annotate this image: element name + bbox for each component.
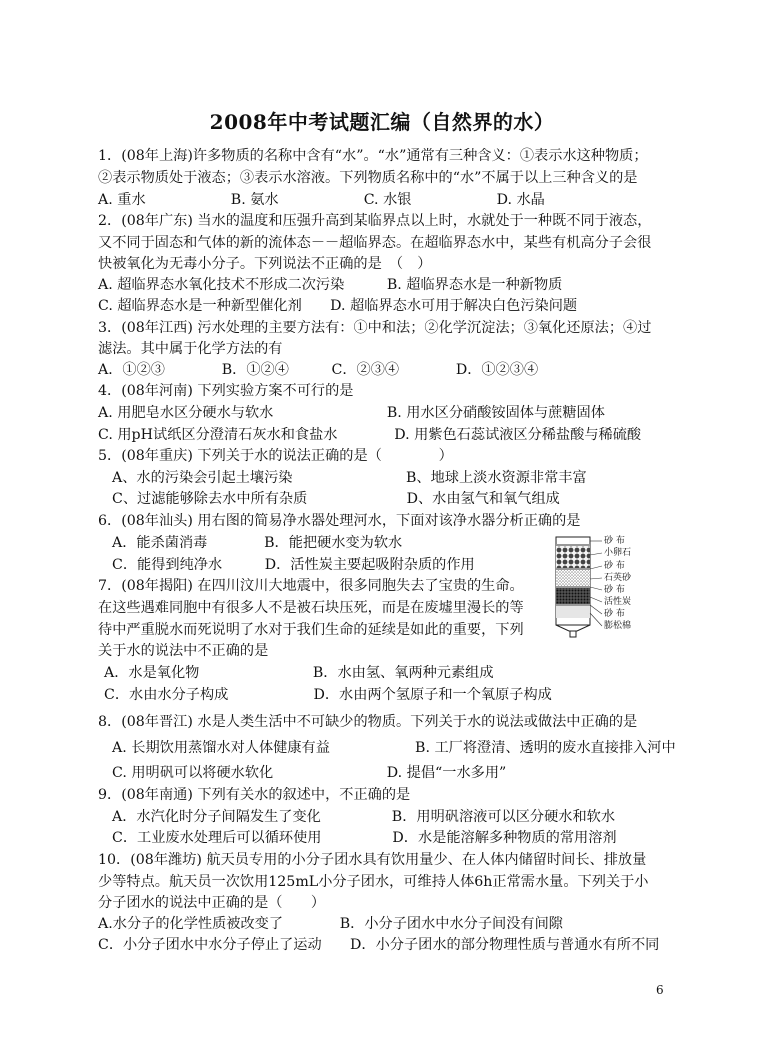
- text-line: 2．(08年广东) 当水的温度和压强升高到某临界点以上时，水就处于一种既不同于液态，: [98, 213, 652, 229]
- text-line: 在这些遇难同胞中有很多人不是被石块压死，而是在废墟里漫长的等: [98, 600, 524, 616]
- text-line: A．水汽化时分子间隔发生了变化 B．用明矾溶液可以区分硬水和软水: [112, 809, 616, 825]
- text-line: 快被氧化为无毒小分子。下列说法不正确的是 （ ）: [98, 256, 432, 272]
- text-line: 7．(08年揭阳) 在四川汶川大地震中，很多同胞失去了宝贵的生命。: [98, 578, 524, 594]
- text-line: 分子团水的说法中正确的是（ ）: [98, 895, 326, 911]
- text-line: 滤法。其中属于化学方法的有: [98, 341, 283, 357]
- text-line: 少等特点。航天员一次饮用125mL小分子团水，可维持人体6h正常需水量。下列关于小: [98, 874, 649, 890]
- filter-label-gauze: 砂 布: [604, 536, 625, 546]
- text-line: A．水是氧化物 B．水由氢、氧两种元素组成: [104, 665, 494, 681]
- filter-label-gauze: 砂 布: [604, 561, 625, 571]
- text-line: ②表示物质处于液态；③表示水溶液。下列物质名称中的“水”不属于以上三种含义的是: [98, 170, 638, 186]
- text-line: 8．(08年晋江) 水是人类生活中不可缺少的物质。下列关于水的说法或做法中正确的是: [98, 714, 638, 730]
- text-line: 4．(08年河南) 下列实验方案不可行的是: [98, 383, 354, 399]
- text-line: 关于水的说法中不正确的是: [98, 643, 269, 659]
- text-line: A. 长期饮用蒸馏水对人体健康有益 B. 工厂将澄清、透明的废水直接排入河中: [112, 740, 676, 756]
- text-line: A、水的污染会引起土壤污染 B、地球上淡水资源非常丰富: [112, 470, 587, 486]
- filter-label-pebbles: 小卵石: [604, 548, 632, 558]
- text-line: A. 超临界态水氧化技术不形成二次污染 B. 超临界态水是一种新物质: [98, 277, 563, 293]
- text-line: 1．(08年上海)许多物质的名称中含有“水”。“水”通常有三种含义：①表示水这种物质；: [98, 148, 648, 164]
- text-line: C．工业废水处理后可以循环使用 D．水是能溶解多种物质的常用溶剂: [112, 830, 617, 846]
- text-line: C. 用pH试纸区分澄清石灰水和食盐水 D. 用紫色石蕊试液区分稀盐酸与稀硫酸: [98, 427, 642, 443]
- text-line: A．①②③ B．①②④ C．②③④ D．①②③④: [98, 362, 539, 378]
- filter-label-quartz-sand: 石英砂: [604, 573, 632, 583]
- text-line: C．小分子团水中水分子停止了运动 D．小分子团水的部分物理性质与普通水有所不同: [98, 937, 660, 953]
- filter-label-gauze: 砂 布: [604, 585, 625, 595]
- filter-label-activated-carbon: 活性炭: [604, 597, 632, 607]
- text-line: C．能得到纯净水 D．活性炭主要起吸附杂质的作用: [112, 557, 475, 573]
- filter-label-cotton: 膨松棉: [604, 621, 632, 631]
- text-line: 10．(08年潍坊) 航天员专用的小分子团水具有饮用量少、在人体内储留时间长、排放量: [98, 852, 647, 868]
- text-line: 6．(08年汕头) 用右图的简易净水器处理河水，下面对该净水器分析正确的是: [98, 513, 581, 529]
- text-line: C. 用明矾可以将硬水软化 D. 提倡“一水多用”: [112, 765, 507, 781]
- text-line: A. 用肥皂水区分硬水与软水 B. 用水区分硝酸铵固体与蔗糖固体: [98, 405, 605, 421]
- text-line: 待中严重脱水而死说明了水对于我们生命的延续是如此的重要，下列: [98, 622, 524, 638]
- text-line: C．水由水分子构成 D．水由两个氢原子和一个氧原子构成: [104, 687, 552, 703]
- text-line: 又不同于固态和气体的新的流体态－－超临界态。在超临界态水中，某些有机高分子会很: [98, 235, 652, 251]
- text-line: A.水分子的化学性质被改变了 B．小分子团水中水分子间没有间隙: [98, 916, 563, 932]
- page-number: 6: [656, 983, 664, 997]
- text-line: 3．(08年江西) 污水处理的主要方法有：①中和法；②化学沉淀法；③氧化还原法；④过: [98, 320, 652, 336]
- text-line: C. 超临界态水是一种新型催化剂 D. 超临界态水可用于解决白色污染问题: [98, 298, 578, 314]
- page-title: 2008年中考试题汇编（自然界的水）: [209, 110, 555, 134]
- water-filter-diagram: [550, 535, 662, 645]
- text-line: 5．(08年重庆) 下列关于水的说法正确的是（ ）: [98, 448, 453, 464]
- filter-label-gauze: 砂 布: [604, 609, 625, 619]
- text-line: 9．(08年南通) 下列有关水的叙述中，不正确的是: [98, 787, 411, 803]
- text-line: C、过滤能够除去水中所有杂质 D、水由氢气和氧气组成: [112, 491, 560, 507]
- text-line: A．能杀菌消毒 B．能把硬水变为软水: [112, 535, 403, 551]
- text-line: A. 重水 B. 氨水 C. 水银 D. 水晶: [98, 192, 545, 208]
